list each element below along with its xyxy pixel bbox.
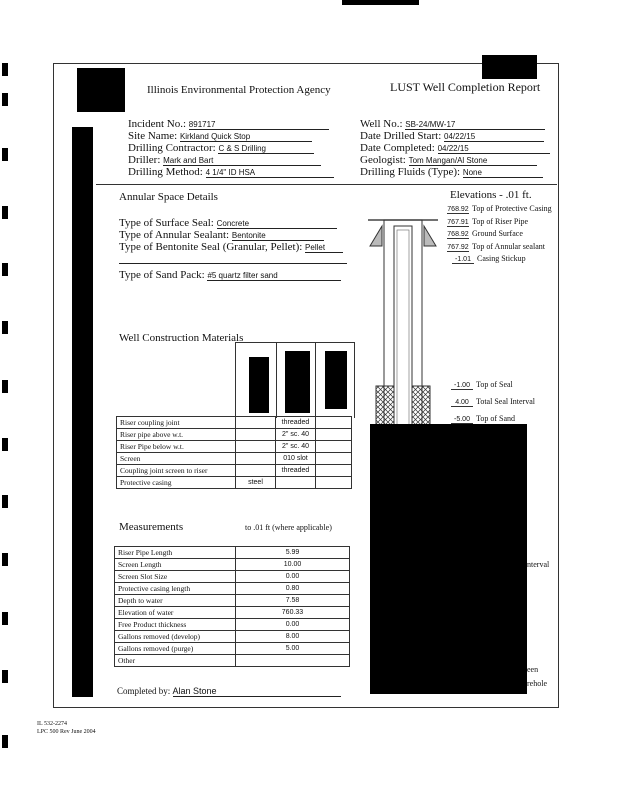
measurements-note: to .01 ft (where applicable)	[245, 523, 332, 532]
elev-label: Top of Annular sealant	[472, 241, 545, 251]
table-row	[117, 429, 352, 441]
well-diagram	[368, 212, 438, 440]
row-value: 5.99	[236, 547, 350, 559]
cell	[316, 417, 352, 429]
driller-label: Driller:	[128, 154, 161, 166]
table-row	[115, 631, 350, 643]
row-label: Protective casing length	[115, 583, 236, 595]
agency-name: Illinois Environmental Protection Agency	[147, 84, 331, 96]
table-row	[115, 559, 350, 571]
table-row	[117, 441, 352, 453]
cell	[316, 441, 352, 453]
table-row	[115, 655, 350, 667]
date-start-label: Date Drilled Start:	[360, 130, 442, 142]
sand-pack-value: #5 quartz filter sand	[207, 271, 341, 281]
well-no-value: SB-24/MW-17	[405, 120, 545, 130]
elev-value: -1.01	[452, 256, 474, 264]
partial-label: een	[527, 665, 539, 674]
margin-mark	[2, 438, 8, 451]
elev-value: 768.92	[447, 206, 469, 213]
row-value: 0.00	[236, 619, 350, 631]
row-label: Protective casing	[117, 477, 236, 489]
row-label: Gallons removed (purge)	[115, 643, 236, 655]
depth-label: Top of Sand	[476, 414, 515, 423]
row-value	[236, 655, 350, 667]
elev-value: 767.92	[447, 243, 469, 251]
form-ids	[37, 720, 96, 736]
depth-value: -1.00	[451, 382, 473, 390]
annular-sealant-label: Type of Annular Sealant:	[119, 229, 230, 241]
header-redaction	[482, 55, 537, 79]
margin-mark	[2, 148, 8, 161]
cell	[236, 465, 276, 477]
row-value: 5.00	[236, 643, 350, 655]
row-label: Riser Pipe Length	[115, 547, 236, 559]
row-value: 760.33	[236, 607, 350, 619]
method-label: Drilling Method:	[128, 166, 203, 178]
date-completed-value: 04/22/15	[438, 144, 550, 154]
row-label: Riser pipe above w.t.	[117, 429, 236, 441]
incident-value: 891717	[189, 120, 329, 130]
completed-by	[117, 686, 341, 697]
cell: steel	[236, 477, 276, 489]
table-row	[117, 417, 352, 429]
logo-redaction	[77, 68, 125, 112]
cell	[236, 417, 276, 429]
row-label: Screen	[117, 453, 236, 465]
depth-label: Top of Seal	[476, 380, 513, 389]
cell	[316, 465, 352, 477]
form-id-line: LPC 500 Rev June 2004	[37, 729, 96, 735]
fluids-value: None	[463, 168, 543, 178]
cell: 2" sc. 40	[276, 441, 316, 453]
incident-label: Incident No.:	[128, 118, 187, 130]
row-value: 7.58	[236, 595, 350, 607]
site-name-label: Site Name:	[128, 130, 178, 142]
surface-seal-label: Type of Surface Seal:	[119, 217, 214, 229]
row-value: 8.00	[236, 631, 350, 643]
row-label: Elevation of water	[115, 607, 236, 619]
row-label: Other	[115, 655, 236, 667]
right-fields	[360, 118, 560, 178]
surface-seal-right	[424, 226, 436, 246]
row-label: Screen Slot Size	[115, 571, 236, 583]
margin-mark	[2, 93, 8, 106]
table-row	[115, 619, 350, 631]
elev-label: Top of Protective Casing	[472, 204, 552, 213]
blank-line	[119, 253, 347, 264]
form-id-line: IL 532-2274	[37, 721, 67, 727]
elev-label: Casing Stickup	[477, 254, 526, 263]
completed-by-value: Alan Stone	[173, 686, 341, 697]
cell	[316, 477, 352, 489]
margin-mark	[2, 735, 8, 748]
table-row	[117, 453, 352, 465]
row-label: Coupling joint screen to riser	[117, 465, 236, 477]
row-value: 0.00	[236, 571, 350, 583]
riser-pipe-inner	[397, 230, 409, 440]
cell	[236, 453, 276, 465]
left-fields	[128, 118, 350, 178]
row-label: Riser coupling joint	[117, 417, 236, 429]
column-header-redaction	[325, 351, 347, 409]
diagram-redaction	[370, 424, 527, 694]
cell: threaded	[276, 417, 316, 429]
column-header-redaction	[285, 351, 310, 413]
construction-table	[116, 416, 352, 489]
column-header-redaction	[249, 357, 269, 413]
depth-value: 4.00	[451, 399, 473, 407]
table-row	[115, 607, 350, 619]
table-row	[117, 465, 352, 477]
margin-mark	[2, 553, 8, 566]
row-label: Screen Length	[115, 559, 236, 571]
geologist-value: Tom Mangan/Al Stone	[409, 156, 537, 166]
cell: 010 slot	[276, 453, 316, 465]
elevations-list	[447, 204, 552, 267]
bentonite-seal-value: Pellet	[305, 243, 343, 253]
cell	[316, 453, 352, 465]
measurements-heading: Measurements	[119, 521, 184, 533]
date-start-value: 04/22/15	[444, 132, 544, 142]
table-row	[115, 571, 350, 583]
table-row	[115, 595, 350, 607]
contractor-label: Drilling Contractor:	[128, 142, 216, 154]
driller-value: Mark and Bart	[163, 156, 321, 166]
table-row	[115, 547, 350, 559]
margin-mark	[2, 206, 8, 219]
cell: threaded	[276, 465, 316, 477]
margin-mark	[2, 670, 8, 683]
row-label: Riser Pipe below w.t.	[117, 441, 236, 453]
surface-seal-left	[370, 226, 382, 246]
date-completed-label: Date Completed:	[360, 142, 435, 154]
report-title: LUST Well Completion Report	[390, 80, 541, 94]
row-label: Free Product thickness	[115, 619, 236, 631]
bentonite-seal-label: Type of Bentonite Seal (Granular, Pellet):	[119, 241, 303, 253]
table-row	[115, 583, 350, 595]
construction-heading: Well Construction Materials	[119, 332, 244, 344]
table-row	[117, 477, 352, 489]
annular-sealant-value: Bentonite	[232, 231, 324, 241]
partial-label: nterval	[527, 560, 550, 569]
left-margin-redaction	[72, 127, 93, 697]
elevations-heading: Elevations - .01 ft.	[450, 189, 532, 201]
contractor-value: C & S Drilling	[218, 144, 314, 154]
top-redaction-bar	[342, 0, 419, 5]
sand-pack-label: Type of Sand Pack:	[119, 269, 205, 281]
row-value: 10.00	[236, 559, 350, 571]
margin-mark	[2, 263, 8, 276]
well-no-label: Well No.:	[360, 118, 403, 130]
method-value: 4 1/4" ID HSA	[206, 168, 334, 178]
elev-label: Ground Surface	[472, 229, 523, 238]
margin-mark	[2, 495, 8, 508]
margin-mark	[2, 63, 8, 76]
geologist-label: Geologist:	[360, 154, 406, 166]
surface-seal-value: Concrete	[217, 219, 337, 229]
row-label: Depth to water	[115, 595, 236, 607]
section-divider	[96, 184, 557, 185]
annular-fields	[119, 217, 359, 281]
table-row	[115, 643, 350, 655]
partial-label: rehole	[527, 679, 547, 688]
completed-by-label: Completed by:	[117, 686, 171, 696]
depth-label: Total Seal Interval	[476, 397, 535, 406]
depth-value: -5.00	[451, 416, 473, 424]
cell	[316, 429, 352, 441]
elev-value: 767.91	[447, 218, 469, 226]
cell	[236, 429, 276, 441]
row-value: 0.80	[236, 583, 350, 595]
margin-mark	[2, 321, 8, 334]
cell	[276, 477, 316, 489]
margin-mark	[2, 612, 8, 625]
row-label: Gallons removed (develop)	[115, 631, 236, 643]
measurements-table	[114, 546, 350, 667]
elev-value: 768.92	[447, 231, 469, 238]
margin-mark	[2, 380, 8, 393]
cell	[236, 441, 276, 453]
cell: 2" sc. 40	[276, 429, 316, 441]
elev-label: Top of Riser Pipe	[472, 216, 529, 226]
site-name-value: Kirkland Quick Stop	[180, 132, 312, 142]
annular-heading: Annular Space Details	[119, 191, 218, 203]
fluids-label: Drilling Fluids (Type):	[360, 166, 461, 178]
